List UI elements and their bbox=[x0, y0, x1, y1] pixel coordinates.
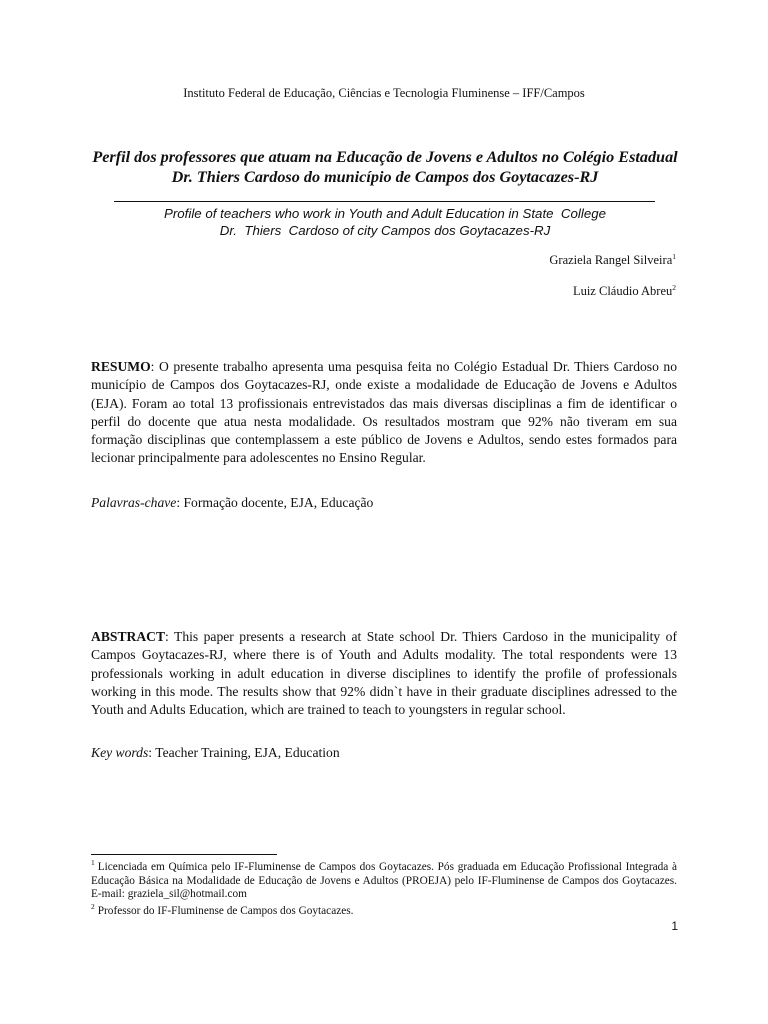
abstract-paragraph bbox=[91, 628, 677, 719]
resumo-label: RESUMO bbox=[91, 359, 151, 374]
footnote-divider bbox=[91, 854, 277, 855]
footnote-text: Licenciada em Química pelo IF-Fluminense de Campos dos Goytacazes. Pós graduada em Educação Profissional Integrada à Educação Básica na Modalidade de Educação de Jovens e Adultos (PROEJA) pelo IF-Fluminense de Campos dos Goytacazes. E-mail: graziela_sil@hotmail.com bbox=[91, 861, 677, 901]
resumo-paragraph bbox=[91, 358, 677, 468]
footnote-text: Professor do IF-Fluminense de Campos dos Goytacazes. bbox=[97, 905, 354, 917]
author-note-mark: 2 bbox=[672, 282, 676, 292]
author-1 bbox=[549, 253, 676, 268]
page-number: 1 bbox=[671, 919, 678, 933]
footnote-1 bbox=[91, 858, 677, 902]
palavras-chave-text: : Formação docente, EJA, Educação bbox=[176, 495, 374, 510]
key-words bbox=[91, 745, 340, 761]
author-name: Luiz Cláudio Abreu bbox=[572, 284, 673, 298]
footnote-mark: 1 bbox=[91, 858, 95, 868]
author-2 bbox=[573, 284, 676, 299]
institution-header: Instituto Federal de Educação, Ciências e Tecnologia Fluminense – IFF/Campos bbox=[183, 86, 585, 100]
title-english: Profile of teachers who work in Youth and Adult Education in State College Dr. Thiers Cardoso of city Campos dos Goytacazes-RJ bbox=[163, 206, 607, 238]
author-note-mark: 1 bbox=[672, 251, 676, 261]
key-words-label: Key words bbox=[91, 745, 149, 760]
palavras-chave bbox=[91, 495, 373, 511]
abstract-label: ABSTRACT bbox=[91, 629, 166, 644]
abstract-text: : This paper presents a research at State school Dr. Thiers Cardoso in the municipality of Campos Goytacazes-RJ, where there is of Youth and Adults modality. The total respondents were 13 professionals working in adult education in diverse disciplines to identify the profile of professionals working in this mode. The results show that 92% didn`t have in their graduate disciplines adressed to the Youth and Adults Education, which are trained to teach to youngsters in regular school. bbox=[91, 629, 677, 718]
title-portuguese: Perfil dos professores que atuam na Educação de Jovens e Adultos no Colégio Estadual Dr. Thiers Cardoso do município de Campos dos Goytacazes-RJ bbox=[92, 148, 678, 186]
footnote-mark: 2 bbox=[91, 902, 95, 912]
resumo-text: : O presente trabalho apresenta uma pesquisa feita no Colégio Estadual Dr. Thiers Cardoso no município de Campos dos Goytacazes-RJ, onde existe a modalidade de Educação de Jovens e Adultos (EJA). Foram ao total 13 profissionais entrevistados das mais diversas disciplinas a fim de identificar o perfil do docente que atua nesta modalidade. Os resultados mostram que 92% não tiveram em sua formação disciplinas que contemplassem a este público de Jovens e Adultos, sendo estes formados para lecionar principalmente para adolescentes no Ensino Regular. bbox=[91, 359, 677, 466]
author-name: Graziela Rangel Silveira bbox=[549, 253, 673, 267]
key-words-text: : Teacher Training, EJA, Education bbox=[148, 745, 340, 760]
palavras-chave-label: Palavras-chave bbox=[91, 495, 177, 510]
title-divider bbox=[114, 201, 655, 202]
footnote-2 bbox=[91, 902, 677, 919]
